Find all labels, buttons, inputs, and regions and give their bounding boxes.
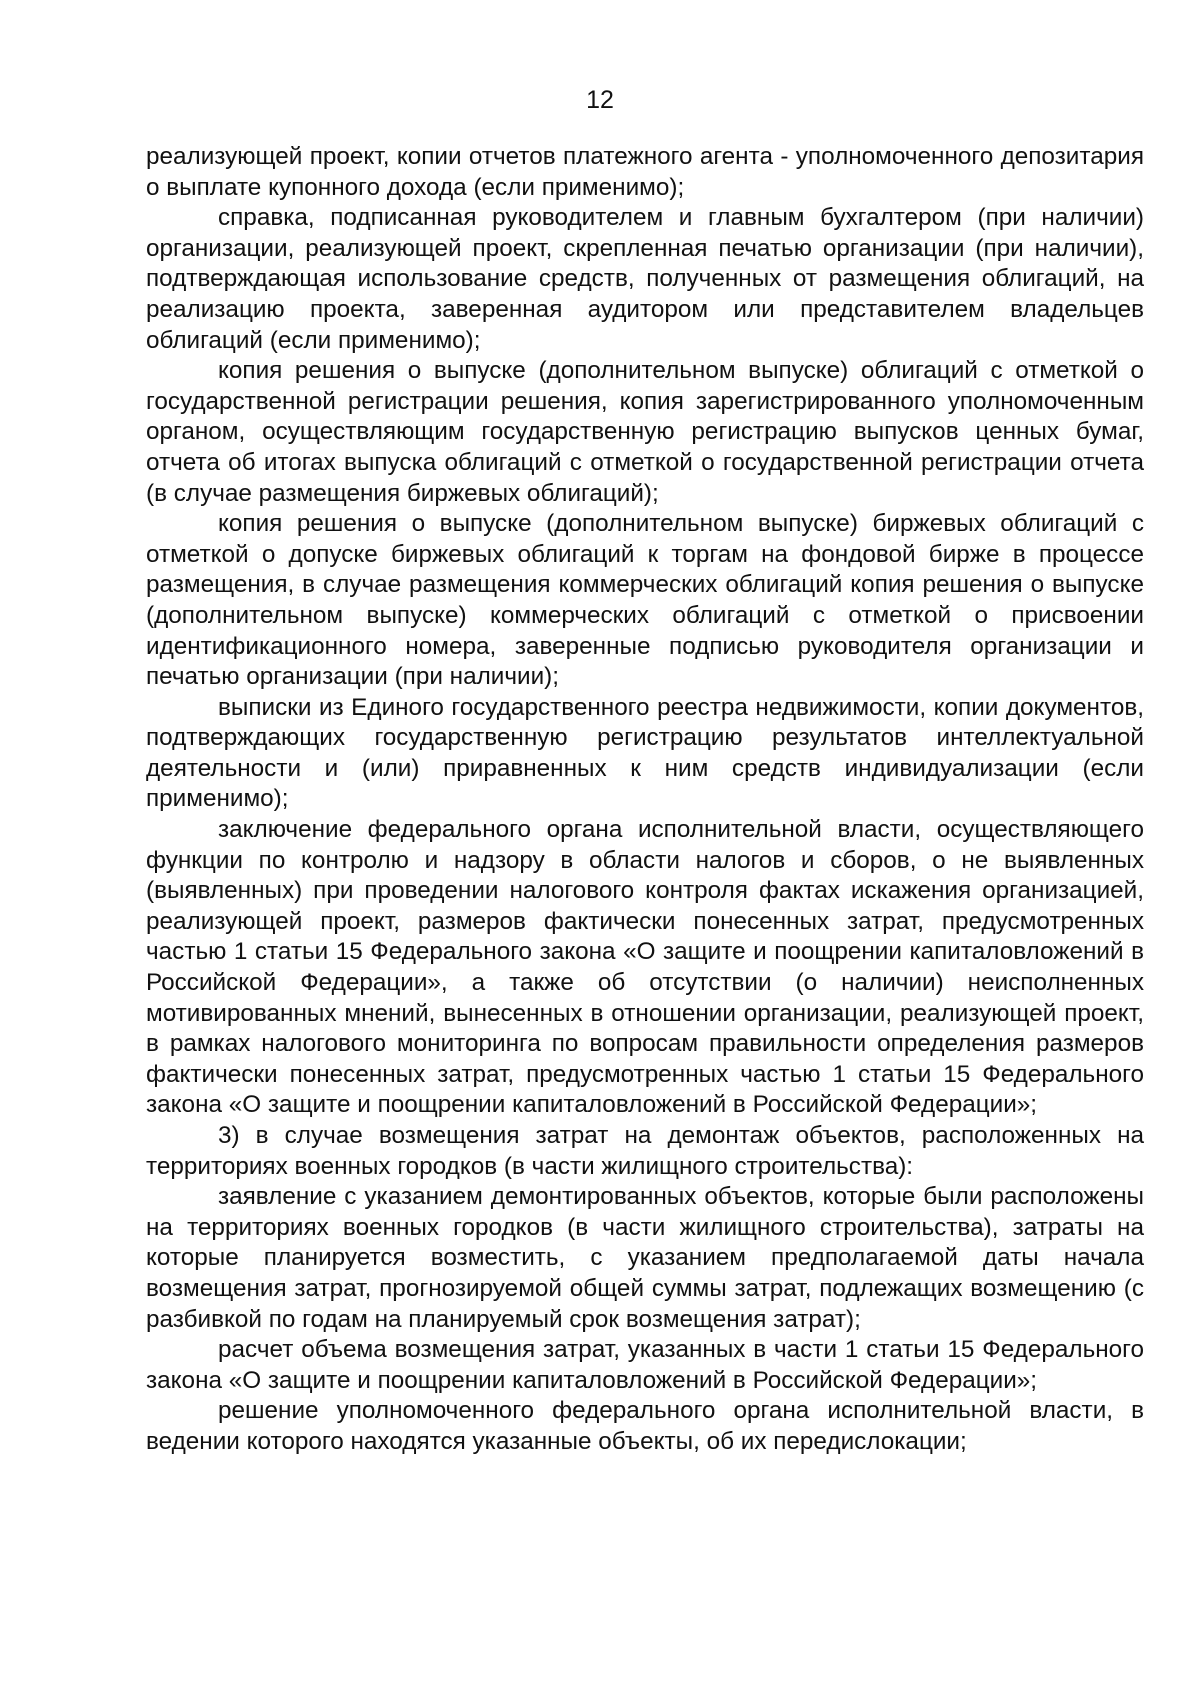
paragraph-7: заявление с указанием демонтированных объектов, которые были расположены на территориях военных городков (в части жилищного строительства), затраты на которые планируется возместить, с указанием предполагаемой даты начала возмещения затрат, прогнозируемой общей суммы затрат, подлежащих возмещению (с разбивкой по годам на планируемый срок возмещения затрат); [146,1183,1144,1333]
paragraph-6: 3) в случае возмещения затрат на демонтаж объектов, расположенных на территориях военных городков (в части жилищного строительства): [146,1122,1144,1180]
paragraph-9: решение уполномоченного федерального органа исполнительной власти, в ведении которого находятся указанные объекты, об их передислокации; [146,1397,1144,1455]
paragraph-0: реализующей проект, копии отчетов платежного агента - уполномоченного депозитария о выплате купонного дохода (если применимо); [146,143,1144,201]
paragraph-1: справка, подписанная руководителем и главным бухгалтером (при наличии) организации, реализующей проект, скрепленная печатью организации (при наличии), подтверждающая использование средств, полученных от размещения облигаций, на реализацию проекта, заверенная аудитором или представителем владельцев облигаций (если применимо); [146,204,1144,354]
paragraph-8: расчет объема возмещения затрат, указанных в части 1 статьи 15 Федерального закона «О защите и поощрении капиталовложений в Российской Федерации»; [146,1336,1144,1394]
page-number: 12 [586,86,614,114]
document-body [146,142,1144,1458]
paragraph-3: копия решения о выпуске (дополнительном выпуске) биржевых облигаций с отметкой о допуске биржевых облигаций к торгам на фондовой бирже в процессе размещения, в случае размещения коммерческих облигаций копия решения о выпуске (дополнительном выпуске) коммерческих облигаций с отметкой о присвоении идентификационного номера, заверенные подписью руководителя организации и печатью организации (при наличии); [146,510,1144,691]
paragraph-5: заключение федерального органа исполнительной власти, осуществляющего функции по контролю и надзору в области налогов и сборов, о не выявленных (выявленных) при проведении налогового контроля фактах искажения организацией, реализующей проект, размеров фактически понесенных затрат, предусмотренных частью 1 статьи 15 Федерального закона «О защите и поощрении капиталовложений в Российской Федерации», а также об отсутствии (о наличии) неисполненных мотивированных мнений, вынесенных в отношении организации, реализующей проект, в рамках налогового мониторинга по вопросам правильности определения размеров фактически понесенных затрат, предусмотренных частью 1 статьи 15 Федерального закона «О защите и поощрении капиталовложений в Российской Федерации»; [146,816,1144,1119]
paragraph-4: выписки из Единого государственного реестра недвижимости, копии документов, подтверждающих государственную регистрацию результатов интеллектуальной деятельности и (или) приравненных к ним средств индивидуализации (если применимо); [146,693,1144,813]
paragraph-2: копия решения о выпуске (дополнительном выпуске) облигаций с отметкой о государственной регистрации решения, копия зарегистрированного уполномоченным органом, осуществляющим государственную регистрацию выпусков ценных бумаг, отчета об итогах выпуска облигаций с отметкой о государственной регистрации отчета (в случае размещения биржевых облигаций); [146,357,1144,507]
